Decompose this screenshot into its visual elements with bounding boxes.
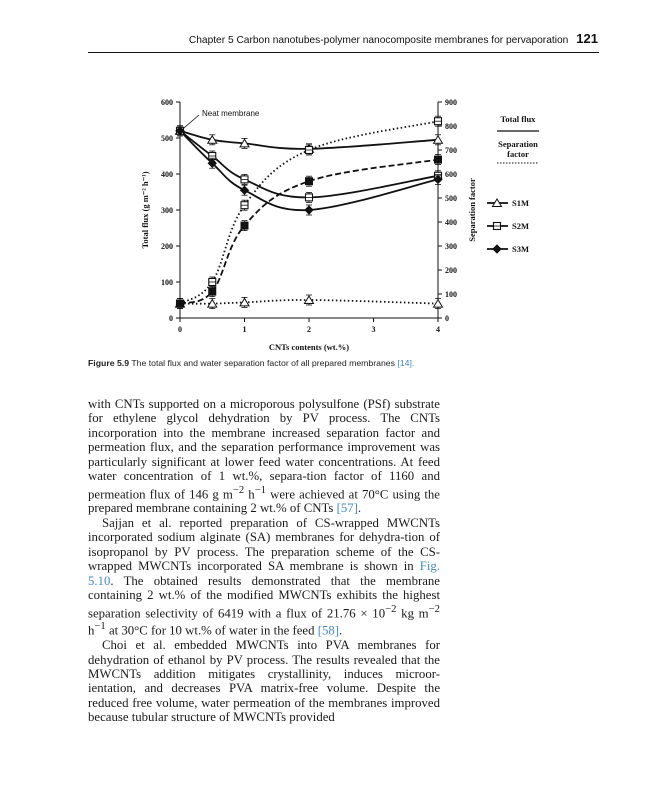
legend-s2m-label: S2M — [512, 221, 529, 231]
y2-tick-label: 800 — [445, 122, 457, 131]
y2-tick-label: 100 — [445, 290, 457, 299]
chart-markers — [176, 116, 443, 308]
legend-s3m-marker — [493, 245, 501, 253]
annotation-pointer — [183, 115, 199, 129]
caption-text: The total flux and water separation factor of all prepared membranes — [131, 358, 395, 368]
caption-citation[interactable]: [14]. — [397, 358, 415, 368]
p2-sup-2: −2 — [428, 603, 440, 615]
p2-text-a: Sajjan et al. reported preparation of CS-wrapped MWCNTs incorporated sodium alginate (SA) membranes for dehydra-tion of isopropanol by PV process. The preparation scheme of the CS-wrapped MWCNTs incorporated SA membrane is shown in — [88, 515, 440, 574]
x-tick-label: 4 — [436, 325, 440, 334]
body-text — [88, 397, 440, 725]
paragraph-1 — [88, 397, 440, 516]
p2-text-e: at 30°C for 10 wt.% of water in the feed — [105, 623, 315, 638]
s1m-sep-point — [434, 300, 443, 308]
p2-sup-1: −2 — [385, 603, 397, 615]
p1-text-b: h — [244, 486, 255, 501]
s3m-sep-point — [241, 222, 248, 229]
page-number: 121 — [576, 31, 598, 46]
y2-tick-label: 400 — [445, 218, 457, 227]
y2-tick-label: 500 — [445, 194, 457, 203]
p1-text-a: with CNTs supported on a microporous polysulfone (PSf) substrate for ethylene glycol dehydration by PV process. The CNTs incorporation into the membrane increased separation factor and permeation flux, and the separation performance improvement was particularly significant at lower feed water concentrations. At feed water concentration of 1 wt.%, separa-tion factor of 1160 and permeation flux of 146 g m — [88, 397, 440, 501]
p2-figure-ref[interactable]: Fig. 5.10 — [88, 559, 440, 588]
x-tick-label: 0 — [178, 325, 182, 334]
p1-sup-1: −2 — [232, 484, 245, 496]
legend-s3m-label: S3M — [512, 244, 529, 254]
chart-legend — [487, 114, 539, 254]
s3m-sep-point — [306, 178, 313, 185]
legend-sep-label-1: Separation — [498, 139, 538, 149]
y-tick-label: 600 — [161, 98, 173, 107]
figure-label: Figure 5.9 — [88, 358, 130, 368]
p2-text-f: . — [339, 623, 343, 638]
p1-text-c: were achieved at 70°C using the prepared membrane containing 2 wt.% of CNTs — [88, 486, 440, 516]
y-tick-label: 200 — [161, 242, 173, 251]
s3m-flux-point — [305, 206, 313, 214]
y2-tick-label: 200 — [445, 266, 457, 275]
y2-axis-title: Separation factor — [467, 178, 477, 242]
p2-citation[interactable]: [58] — [317, 623, 340, 638]
legend-total-flux-label: Total flux — [500, 114, 536, 124]
running-title: Chapter 5 Carbon nanotubes-polymer nanocomposite membranes for pervaporation — [188, 35, 569, 46]
figure-caption — [88, 358, 608, 368]
p1-text-d: . — [357, 501, 362, 516]
y-tick-label: 500 — [161, 134, 173, 143]
p2-text-b: . The obtained results demonstrated that the membrane containing 2 wt.% of the modified MWCNTs exhibits the highest separation selectivity of 6419 with a flux of 21.76 × 10 — [88, 573, 440, 620]
p2-text-c: kg m — [396, 605, 429, 620]
neat-membrane-annotation: Neat membrane — [202, 109, 260, 118]
chart-axes — [140, 98, 477, 352]
y2-tick-label: 700 — [445, 146, 457, 155]
paragraph-3: Choi et al. embedded MWCNTs into PVA membranes for dehydration of ethanol by PV process. The results revealed that the MWCNTs addition mitigates crystallinity, induces microor-ientation, and decreases PVA matrix-free volume. Despite the reduced free volume, water permeation of the membranes improved because tubular structure of MWCNTs provided — [88, 638, 440, 725]
s3m-sep-point — [435, 156, 442, 163]
legend-s1m-label: S1M — [512, 198, 529, 208]
s3m-flux-point — [241, 186, 249, 194]
y2-tick-label: 600 — [445, 170, 457, 179]
y2-tick-label: 300 — [445, 242, 457, 251]
y-axis-title: Total flux (g m⁻² h⁻¹) — [140, 171, 150, 249]
paragraph-2 — [88, 516, 440, 638]
y2-tick-label: 0 — [445, 314, 449, 323]
y-tick-label: 0 — [169, 314, 173, 323]
x-tick-label: 2 — [307, 325, 311, 334]
y-tick-label: 400 — [161, 170, 173, 179]
p2-text-d: h — [88, 623, 95, 638]
p2-sup-3: −1 — [94, 621, 106, 633]
y-tick-label: 300 — [161, 206, 173, 215]
s1m-sep-point — [240, 298, 249, 306]
figure-chart — [0, 0, 648, 360]
x-tick-label: 1 — [242, 325, 247, 334]
legend-sep-label-2: factor — [507, 149, 529, 159]
s3m-sep-point — [177, 300, 184, 307]
x-tick-label: 3 — [371, 325, 376, 334]
s3m-sep-point — [209, 288, 216, 295]
p1-citation[interactable]: [57] — [336, 501, 358, 516]
p1-sup-2: −1 — [254, 484, 267, 496]
y2-tick-label: 900 — [445, 98, 457, 107]
x-axis-title: CNTs contents (wt.%) — [268, 342, 350, 352]
y-tick-label: 100 — [161, 278, 173, 287]
